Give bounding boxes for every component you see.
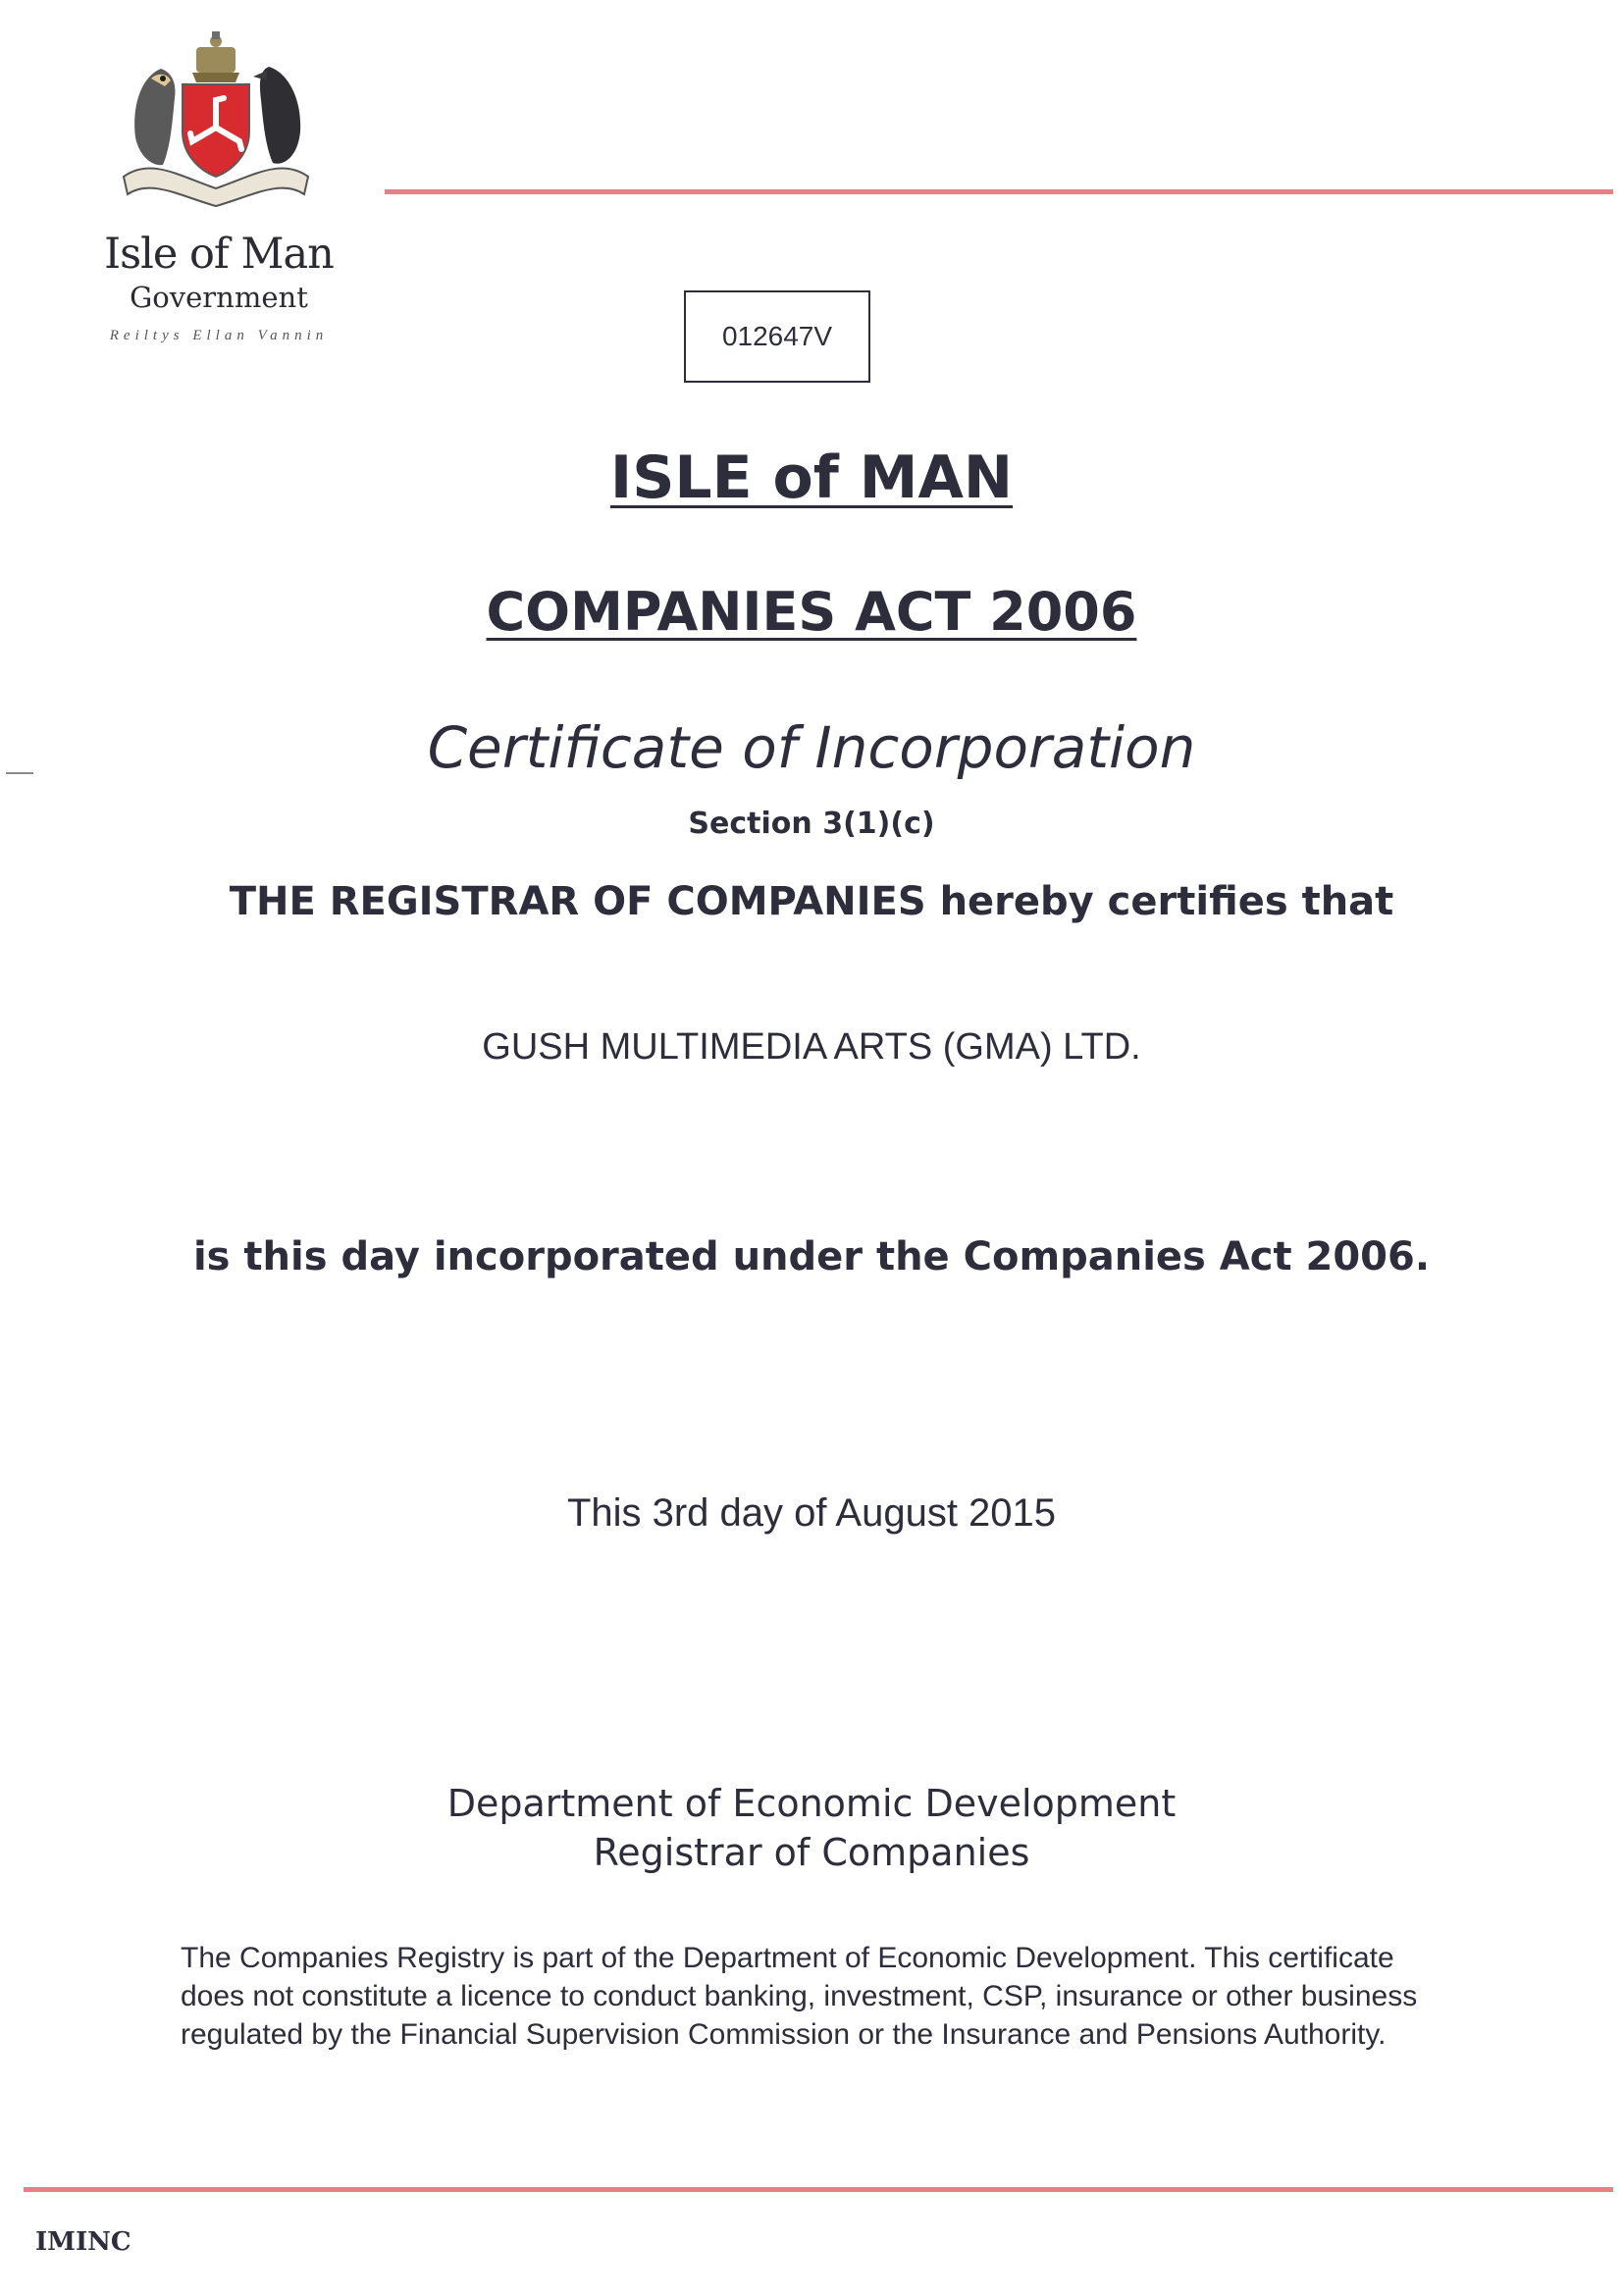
- issuer-department: Department of Economic Development: [446, 1782, 1177, 1825]
- isle-of-man-coat-of-arms-icon: [102, 29, 330, 208]
- brand-title: Isle of Man: [104, 230, 334, 279]
- certification-line: THE REGISTRAR OF COMPANIES hereby certifies that: [229, 879, 1394, 924]
- jurisdiction-title: ISLE of MAN: [609, 444, 1014, 512]
- bottom-divider: [24, 2187, 1613, 2192]
- brand-motto: Reiltys Ellan Vannin: [109, 328, 329, 343]
- top-divider: [385, 189, 1613, 194]
- date-line: This 3rd day of August 2015: [566, 1491, 1057, 1535]
- act-title: COMPANIES ACT 2006: [486, 581, 1137, 643]
- certificate-number-box: 012647V: [684, 290, 870, 383]
- section-reference: Section 3(1)(c): [688, 807, 935, 841]
- incorporation-line: is this day incorporated under the Companies Act 2006.: [192, 1234, 1431, 1279]
- disclaimer-text: The Companies Registry is part of the Department of Economic Development. This certificate does not constitute a licence to conduct banking, investment, CSP, insurance or other business regulated by the Financial Supervision Commission or the Insurance and Pensions Authority.: [181, 1942, 1418, 2051]
- certificate-title: Certificate of Incorporation: [427, 714, 1196, 781]
- issuer-office: Registrar of Companies: [593, 1831, 1030, 1874]
- brand-subtitle: Government: [130, 281, 308, 314]
- company-name: GUSH MULTIMEDIA ARTS (GMA) LTD.: [482, 1026, 1141, 1068]
- footer-code: IMINC: [35, 2227, 131, 2257]
